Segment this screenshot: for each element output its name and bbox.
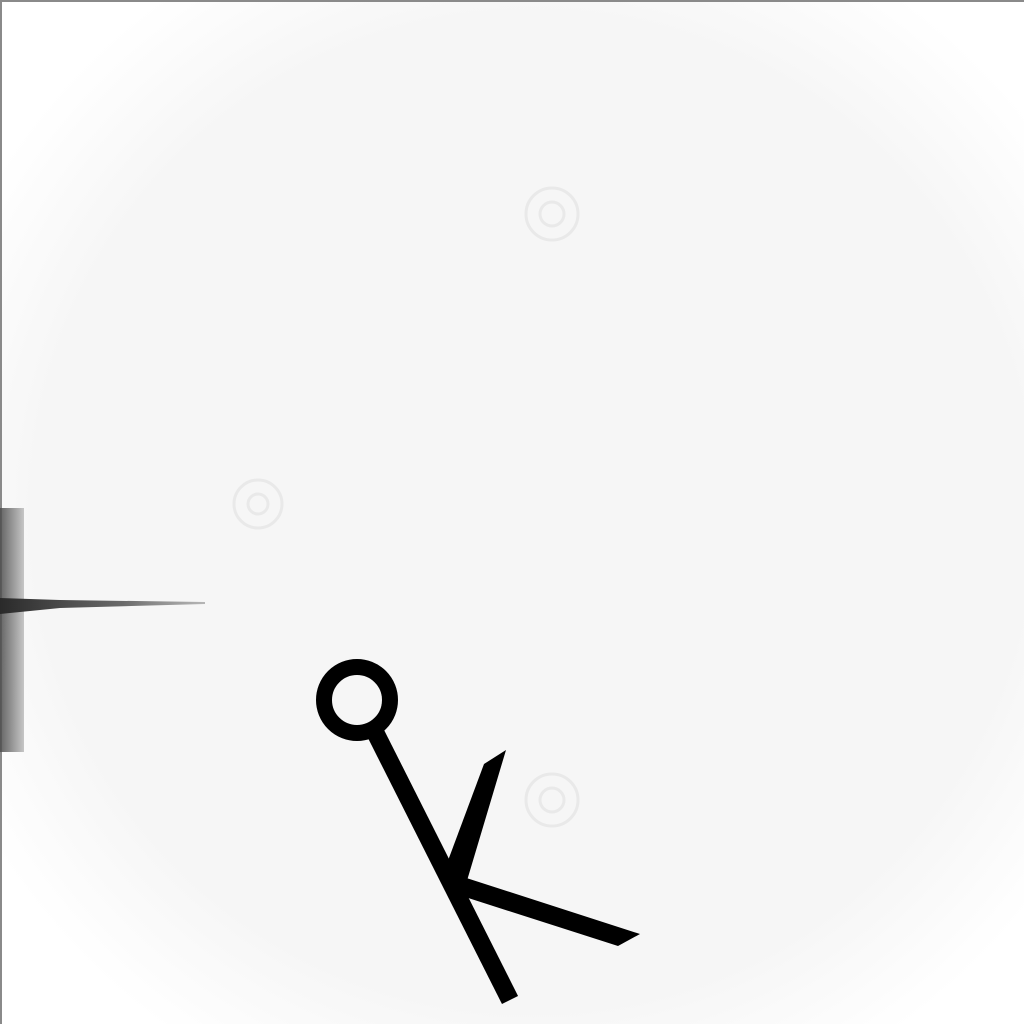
left-edge-strip (0, 508, 24, 752)
